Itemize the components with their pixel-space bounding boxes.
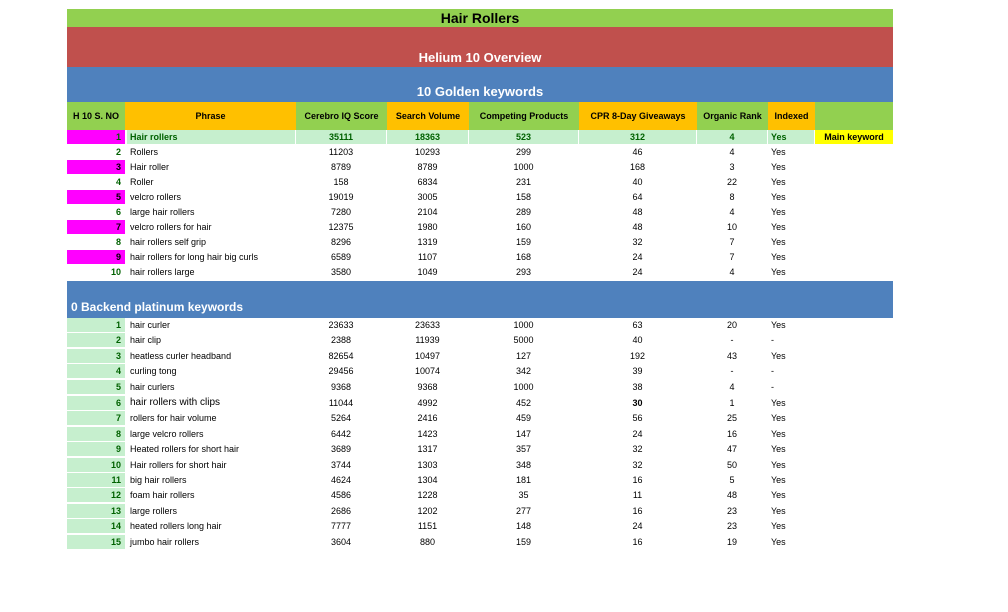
cpr-giveaways-cell: 24 bbox=[632, 252, 643, 262]
indexed-cell: - bbox=[771, 381, 774, 392]
competing-products-cell: 299 bbox=[515, 147, 532, 157]
organic-rank-cell: 4 bbox=[729, 267, 735, 277]
indexed-cell: Yes bbox=[771, 320, 786, 330]
phrase-cell: Hair rollers for short hair bbox=[130, 459, 227, 470]
table-row bbox=[67, 488, 893, 502]
search-volume-cell: 3005 bbox=[417, 192, 438, 202]
organic-rank-cell: 5 bbox=[729, 475, 735, 485]
search-volume-cell: 1049 bbox=[417, 267, 438, 277]
table-row bbox=[67, 190, 893, 204]
search-volume-cell: 1317 bbox=[417, 444, 438, 455]
phrase-cell: rollers for hair volume bbox=[130, 413, 217, 424]
cpr-giveaways-cell: 40 bbox=[632, 335, 643, 346]
cpr-giveaways-cell: 192 bbox=[629, 350, 646, 361]
indexed-cell: Yes bbox=[771, 475, 786, 485]
search-volume-cell: 1423 bbox=[417, 428, 438, 439]
header-competing-products: Competing Products bbox=[469, 102, 579, 130]
table-row bbox=[67, 145, 893, 159]
indexed-cell: Yes bbox=[771, 536, 786, 547]
search-volume-cell: 1319 bbox=[417, 237, 438, 247]
cerebro-iq-cell: 23633 bbox=[328, 320, 354, 330]
header-phrase: Phrase bbox=[125, 102, 296, 130]
serial-no-cell: 13 bbox=[67, 504, 125, 518]
search-volume-cell: 1107 bbox=[417, 252, 438, 262]
cerebro-iq-cell: 4586 bbox=[330, 490, 352, 501]
serial-no-cell: 5 bbox=[67, 190, 125, 204]
competing-products-cell: 231 bbox=[515, 177, 532, 187]
table-row bbox=[67, 411, 893, 425]
table-row bbox=[67, 504, 893, 518]
phrase-cell: large velcro rollers bbox=[130, 428, 204, 439]
search-volume-cell: 18363 bbox=[387, 130, 468, 144]
search-volume-cell: 23633 bbox=[414, 320, 441, 330]
table-row bbox=[67, 235, 893, 249]
serial-no-cell: 4 bbox=[115, 177, 121, 187]
cerebro-iq-cell: 82654 bbox=[328, 350, 354, 361]
cpr-giveaways-cell: 24 bbox=[632, 428, 643, 439]
cpr-giveaways-cell: 46 bbox=[632, 147, 643, 157]
serial-no-cell: 8 bbox=[67, 427, 125, 441]
competing-products-cell: 159 bbox=[515, 237, 532, 247]
cerebro-iq-cell: 8789 bbox=[330, 162, 352, 172]
serial-no-cell: 3 bbox=[67, 349, 125, 363]
serial-no-cell: 10 bbox=[67, 458, 125, 472]
organic-rank-cell: 25 bbox=[726, 413, 737, 424]
serial-no-cell: 1 bbox=[67, 130, 125, 144]
cpr-giveaways-cell: 30 bbox=[632, 398, 643, 408]
competing-products-cell: 158 bbox=[515, 192, 532, 202]
cerebro-iq-cell: 12375 bbox=[328, 222, 354, 232]
organic-rank-cell: 8 bbox=[729, 192, 735, 202]
indexed-cell: Yes bbox=[771, 413, 786, 424]
cerebro-iq-cell: 7280 bbox=[330, 207, 352, 217]
serial-no-cell: 1 bbox=[67, 318, 125, 332]
indexed-cell: Yes bbox=[771, 207, 786, 217]
indexed-cell: - bbox=[771, 366, 774, 377]
serial-no-cell: 6 bbox=[115, 207, 121, 217]
table-row bbox=[67, 265, 893, 279]
competing-products-cell: 357 bbox=[515, 444, 532, 455]
phrase-cell: Heated rollers for short hair bbox=[130, 444, 240, 455]
search-volume-cell: 1980 bbox=[417, 222, 438, 232]
table-row bbox=[67, 519, 893, 533]
search-volume-cell: 6834 bbox=[417, 177, 438, 187]
serial-no-cell: 11 bbox=[67, 473, 125, 487]
phrase-cell: Rollers bbox=[130, 147, 159, 157]
cpr-giveaways-cell: 40 bbox=[632, 177, 643, 187]
organic-rank-cell: 43 bbox=[726, 350, 737, 361]
cpr-giveaways-cell: 16 bbox=[632, 505, 643, 516]
phrase-cell: velcro rollers bbox=[130, 192, 182, 202]
search-volume-cell: 2416 bbox=[417, 413, 438, 424]
cpr-giveaways-cell: 64 bbox=[632, 192, 643, 202]
cerebro-iq-cell: 5264 bbox=[330, 413, 352, 424]
serial-no-cell: 14 bbox=[67, 519, 125, 533]
search-volume-cell: 11939 bbox=[415, 335, 440, 346]
competing-products-cell: 160 bbox=[515, 222, 532, 232]
cerebro-iq-cell: 7777 bbox=[330, 521, 352, 532]
golden-keywords-banner: 10 Golden keywords bbox=[67, 67, 893, 102]
search-volume-cell: 4992 bbox=[417, 398, 438, 408]
competing-products-cell: 452 bbox=[515, 398, 532, 408]
header-organic-rank: Organic Rank bbox=[697, 102, 768, 130]
competing-products-cell: 459 bbox=[515, 413, 532, 424]
indexed-cell: Yes bbox=[771, 177, 786, 187]
cerebro-iq-cell: 11203 bbox=[328, 147, 354, 157]
cpr-giveaways-cell: 32 bbox=[632, 444, 643, 455]
competing-products-cell: 277 bbox=[515, 505, 532, 516]
serial-no-cell: 7 bbox=[67, 411, 125, 425]
phrase-cell: hair clip bbox=[130, 335, 162, 346]
organic-rank-cell: 4 bbox=[729, 381, 735, 392]
cpr-giveaways-cell: 38 bbox=[632, 381, 643, 392]
indexed-cell: Yes bbox=[771, 428, 786, 439]
serial-no-cell: 7 bbox=[67, 220, 125, 234]
indexed-cell: Yes bbox=[771, 192, 786, 202]
indexed-cell: Yes bbox=[771, 490, 786, 501]
cpr-giveaways-cell: 24 bbox=[632, 521, 643, 532]
competing-products-cell: 1000 bbox=[513, 162, 534, 172]
cpr-giveaways-cell: 16 bbox=[632, 475, 643, 485]
search-volume-cell: 1303 bbox=[417, 459, 438, 470]
cerebro-iq-cell: 8296 bbox=[330, 237, 352, 247]
table-row bbox=[67, 349, 893, 363]
table-header-row bbox=[67, 102, 893, 130]
search-volume-cell: 2104 bbox=[417, 207, 438, 217]
search-volume-cell: 1304 bbox=[417, 475, 438, 485]
phrase-cell: large hair rollers bbox=[130, 207, 195, 217]
search-volume-cell: 1228 bbox=[417, 490, 438, 501]
serial-no-cell: 12 bbox=[67, 488, 125, 502]
serial-no-cell: 4 bbox=[67, 364, 125, 378]
organic-rank-cell: 50 bbox=[726, 459, 737, 470]
header-cpr-giveaways: CPR 8-Day Giveaways bbox=[579, 102, 697, 130]
organic-rank-cell: 4 bbox=[729, 147, 735, 157]
serial-no-cell: 10 bbox=[110, 267, 121, 277]
competing-products-cell: 1000 bbox=[513, 320, 534, 330]
organic-rank-cell: 19 bbox=[726, 536, 737, 547]
cpr-giveaways-cell: 63 bbox=[632, 320, 643, 330]
table-row bbox=[67, 318, 893, 332]
table-row bbox=[67, 160, 893, 174]
indexed-cell: Yes bbox=[768, 130, 814, 144]
serial-no-cell: 9 bbox=[67, 250, 125, 264]
indexed-cell: Yes bbox=[771, 237, 786, 247]
cpr-giveaways-cell: 56 bbox=[632, 413, 643, 424]
indexed-cell: Yes bbox=[771, 267, 786, 277]
organic-rank-cell: - bbox=[730, 335, 734, 346]
cpr-giveaways-cell: 39 bbox=[632, 366, 643, 377]
cpr-giveaways-cell: 48 bbox=[632, 207, 643, 217]
indexed-cell: Yes bbox=[771, 222, 786, 232]
cpr-giveaways-cell: 16 bbox=[632, 536, 643, 547]
competing-products-cell: 159 bbox=[515, 536, 532, 547]
header-cerebro-iq: Cerebro IQ Score bbox=[296, 102, 387, 130]
phrase-cell: foam hair rollers bbox=[130, 490, 195, 501]
cerebro-iq-cell: 2388 bbox=[330, 335, 352, 346]
header-extra bbox=[815, 102, 893, 130]
serial-no-cell: 8 bbox=[115, 237, 121, 247]
indexed-cell: - bbox=[771, 335, 774, 346]
organic-rank-cell: 48 bbox=[726, 490, 737, 501]
indexed-cell: Yes bbox=[771, 505, 786, 516]
organic-rank-cell: 7 bbox=[729, 237, 735, 247]
indexed-cell: Yes bbox=[771, 350, 786, 361]
organic-rank-cell: 47 bbox=[726, 444, 737, 455]
phrase-cell: hair curlers bbox=[130, 381, 175, 392]
search-volume-cell: 880 bbox=[419, 536, 436, 547]
indexed-cell: Yes bbox=[771, 521, 786, 532]
organic-rank-cell: 22 bbox=[726, 177, 737, 187]
table-row bbox=[67, 333, 893, 347]
serial-no-cell: 2 bbox=[115, 147, 121, 157]
table-row bbox=[67, 220, 893, 234]
cerebro-iq-cell: 3580 bbox=[330, 267, 352, 277]
cerebro-iq-cell: 3689 bbox=[330, 444, 352, 455]
sheet-title: Hair Rollers bbox=[67, 9, 893, 27]
search-volume-cell: 10293 bbox=[414, 147, 441, 157]
phrase-cell: hair rollers large bbox=[130, 267, 195, 277]
organic-rank-cell: 4 bbox=[729, 207, 735, 217]
organic-rank-cell: 23 bbox=[726, 505, 737, 516]
cerebro-iq-cell: 35111 bbox=[296, 130, 386, 144]
table-row bbox=[67, 473, 893, 487]
cerebro-iq-cell: 3604 bbox=[330, 536, 352, 547]
indexed-cell: Yes bbox=[771, 252, 786, 262]
cpr-giveaways-cell: 48 bbox=[632, 222, 643, 232]
search-volume-cell: 8789 bbox=[417, 162, 438, 172]
search-volume-cell: 10074 bbox=[414, 366, 441, 377]
phrase-cell: velcro rollers for hair bbox=[130, 222, 212, 232]
serial-no-cell: 6 bbox=[67, 396, 125, 410]
cerebro-iq-cell: 6442 bbox=[330, 428, 352, 439]
phrase-cell: big hair rollers bbox=[130, 475, 187, 485]
cerebro-iq-cell: 9368 bbox=[330, 381, 352, 392]
indexed-cell: Yes bbox=[771, 444, 786, 455]
competing-products-cell: 168 bbox=[515, 252, 532, 262]
cerebro-iq-cell: 3744 bbox=[330, 459, 352, 470]
overview-banner: Helium 10 Overview bbox=[67, 27, 893, 67]
organic-rank-cell: 16 bbox=[726, 428, 737, 439]
backend-keywords-banner: 0 Backend platinum keywords bbox=[67, 281, 893, 318]
search-volume-cell: 1151 bbox=[417, 521, 438, 532]
indexed-cell: Yes bbox=[771, 398, 786, 408]
header-serial-no: H 10 S. NO bbox=[67, 102, 125, 130]
phrase-cell: hair rollers for long hair big curls bbox=[130, 252, 259, 262]
competing-products-cell: 5000 bbox=[513, 335, 534, 346]
organic-rank-cell: 3 bbox=[729, 162, 735, 172]
cpr-giveaways-cell: 312 bbox=[579, 130, 696, 144]
competing-products-cell: 148 bbox=[515, 521, 532, 532]
organic-rank-cell: 4 bbox=[697, 130, 767, 144]
indexed-cell: Yes bbox=[771, 162, 786, 172]
organic-rank-cell: 1 bbox=[729, 398, 735, 408]
search-volume-cell: 9368 bbox=[417, 381, 438, 392]
competing-products-cell: 181 bbox=[515, 475, 532, 485]
cpr-giveaways-cell: 32 bbox=[632, 237, 643, 247]
competing-products-cell: 523 bbox=[469, 130, 578, 144]
main-keyword-badge: Main keyword bbox=[815, 130, 893, 144]
header-indexed: Indexed bbox=[768, 102, 815, 130]
table-row bbox=[67, 250, 893, 264]
cpr-giveaways-cell: 11 bbox=[632, 490, 643, 501]
competing-products-cell: 147 bbox=[515, 428, 532, 439]
table-row bbox=[67, 205, 893, 219]
table-row bbox=[67, 427, 893, 441]
table-row bbox=[67, 442, 893, 456]
serial-no-cell: 3 bbox=[67, 160, 125, 174]
table-row bbox=[67, 535, 893, 549]
serial-no-cell: 9 bbox=[67, 442, 125, 456]
cerebro-iq-cell: 6589 bbox=[330, 252, 352, 262]
organic-rank-cell: 23 bbox=[726, 521, 737, 532]
phrase-cell: curling tong bbox=[130, 366, 177, 377]
table-row bbox=[67, 396, 893, 410]
organic-rank-cell: 10 bbox=[726, 222, 737, 232]
cerebro-iq-cell: 19019 bbox=[328, 192, 354, 202]
table-row bbox=[67, 130, 893, 144]
cerebro-iq-cell: 158 bbox=[333, 177, 349, 187]
serial-no-cell: 5 bbox=[67, 380, 125, 394]
competing-products-cell: 342 bbox=[515, 366, 532, 377]
organic-rank-cell: 7 bbox=[729, 252, 735, 262]
indexed-cell: Yes bbox=[771, 459, 786, 470]
cerebro-iq-cell: 4624 bbox=[330, 475, 352, 485]
phrase-cell: heatless curler headband bbox=[130, 350, 232, 361]
competing-products-cell: 127 bbox=[515, 350, 532, 361]
phrase-cell: hair rollers self grip bbox=[130, 237, 207, 247]
table-row bbox=[67, 175, 893, 189]
search-volume-cell: 10497 bbox=[414, 350, 441, 361]
serial-no-cell: 2 bbox=[67, 333, 125, 347]
indexed-cell: Yes bbox=[771, 147, 786, 157]
cpr-giveaways-cell: 24 bbox=[632, 267, 643, 277]
cpr-giveaways-cell: 32 bbox=[632, 459, 643, 470]
phrase-cell: Roller bbox=[130, 177, 154, 187]
competing-products-cell: 293 bbox=[515, 267, 532, 277]
cpr-giveaways-cell: 168 bbox=[629, 162, 646, 172]
table-row bbox=[67, 364, 893, 378]
cerebro-iq-cell: 11044 bbox=[328, 398, 354, 408]
phrase-cell: heated rollers long hair bbox=[130, 521, 222, 532]
table-row bbox=[67, 380, 893, 394]
competing-products-cell: 35 bbox=[518, 490, 529, 501]
phrase-cell: large rollers bbox=[130, 505, 178, 516]
phrase-cell: hair rollers with clips bbox=[130, 397, 221, 408]
competing-products-cell: 289 bbox=[515, 207, 532, 217]
serial-no-cell: 15 bbox=[67, 535, 125, 549]
phrase-cell: Hair rollers bbox=[127, 130, 295, 144]
phrase-cell: hair curler bbox=[130, 320, 171, 330]
cerebro-iq-cell: 29456 bbox=[328, 366, 354, 377]
phrase-cell: Hair roller bbox=[130, 162, 170, 172]
organic-rank-cell: 20 bbox=[726, 320, 737, 330]
competing-products-cell: 348 bbox=[515, 459, 532, 470]
competing-products-cell: 1000 bbox=[513, 381, 534, 392]
table-row bbox=[67, 458, 893, 472]
header-search-volume: Search Volume bbox=[387, 102, 469, 130]
organic-rank-cell: - bbox=[730, 366, 734, 377]
phrase-cell: jumbo hair rollers bbox=[130, 536, 200, 547]
search-volume-cell: 1202 bbox=[417, 505, 438, 516]
cerebro-iq-cell: 2686 bbox=[330, 505, 352, 516]
